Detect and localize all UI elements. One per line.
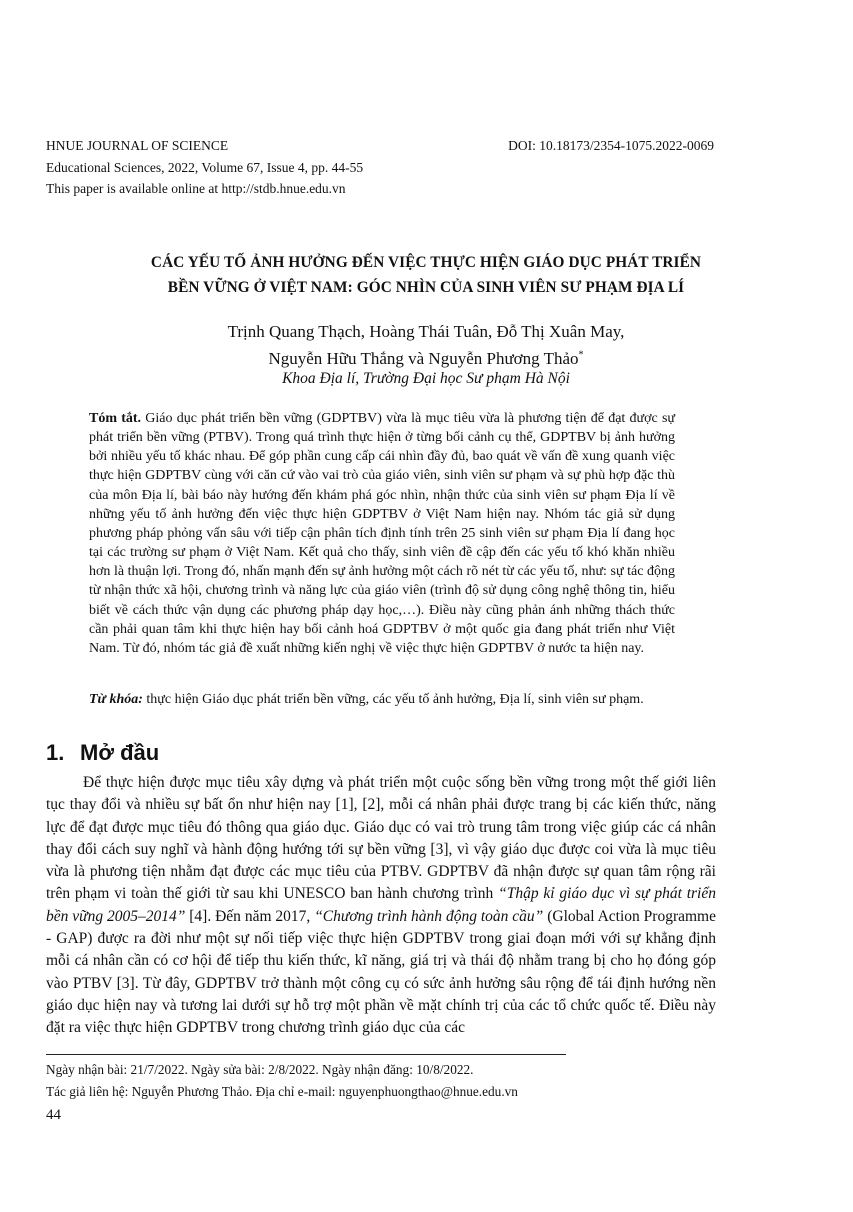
- title-line-1: CÁC YẾU TỐ ẢNH HƯỞNG ĐẾN VIỆC THỰC HIỆN GIÁO DỤC PHÁT TRIỂN: [150, 254, 702, 271]
- journal-name: HNUE JOURNAL OF SCIENCE: [46, 138, 229, 153]
- title-line-2: BỀN VỮNG Ở VIỆT NAM: GÓC NHÌN CỦA SINH VIÊN SƯ PHẠM ĐỊA LÍ: [167, 279, 685, 296]
- page-number: 44: [46, 1107, 61, 1123]
- paragraph: [46, 772, 716, 1040]
- program-title-1: “Thập kỉ giáo dục vì sự phát triển bền vững 2005–2014”: [46, 885, 716, 925]
- abstract-text: Giáo dục phát triển bền vững (GDPTBV) vừa là mục tiêu vừa là phương tiện để đạt được sự phát triển bền vững (PTBV). Trong quá trình thực hiện ở từng bối cảnh cụ thể, GDPTBV bị ảnh hưởng bởi nhiều yếu tố khác nhau. Để góp phần cung cấp cái nhìn đầy đủ, bao quát về vấn đề xung quanh việc thực hiện GDPTBV cùng với căn cứ vào vai trò của giáo viên, sinh viên sư phạm và sự phù hợp đặc thù của môn Địa lí, bài báo này hướng đến khám phá góc nhìn, nhận thức của sinh viên sư phạm Địa lí về những yếu tố ảnh hưởng đến việc thực hiện GDPTBV ở Việt Nam hiện nay. Nhóm tác giả sử dụng phương pháp phỏng vấn sâu với tiếp cận phân tích định tính trên 25 sinh viên sư phạm Địa lí đang học tại các trường sư phạm ở Việt Nam. Kết quả cho thấy, sinh viên đề cập đến các yếu tố khó khăn nhiều hơn là thuận lợi. Trong đó, nhấn mạnh đến sự ảnh hưởng một cách rõ nét từ các yếu tố, như: sự tác động từ nhận thức xã hội, chương trình và năng lực của giáo viên (trình độ sử dụng công nghệ thông tin, hiểu biết về cách thức vận dụng các phương pháp dạy học,…). Điều này cũng phản ánh những thách thức cần phải quan tâm khi thực hiện hay bối cảnh hoá GDPTBV ở một quốc gia đang phát triển như Việt Nam. Từ đó, nhóm tác giả đề xuất những kiến nghị về việc thực hiện GDPTBV ở nước ta hiện nay.: [89, 411, 675, 656]
- section-heading: [46, 740, 159, 766]
- footnote-contact: Tác giả liên hệ: Nguyễn Phương Thảo. Địa chỉ e-mail: nguyenphuongthao@hnue.edu.vn: [46, 1084, 518, 1099]
- footnote-dates: Ngày nhận bài: 21/7/2022. Ngày sửa bài: 2/8/2022. Ngày nhận đăng: 10/8/2022.: [46, 1062, 474, 1077]
- authors-line-1: Trịnh Quang Thạch, Hoàng Thái Tuân, Đỗ Thị Xuân May,: [227, 322, 625, 341]
- keywords: [89, 690, 675, 710]
- affiliation: Khoa Địa lí, Trường Đại học Sư phạm Hà Nội: [282, 370, 570, 387]
- abstract: [89, 409, 675, 658]
- authors-line-2: [46, 345, 806, 372]
- author-list: [46, 318, 806, 372]
- paragraph-text-2: [4]. Đến năm 2017,: [185, 907, 315, 925]
- volume-info: Educational Sciences, 2022, Volume 67, Issue 4, pp. 44-55: [46, 160, 364, 175]
- authors-line-2-text: Nguyễn Hữu Thắng và Nguyễn Phương Thảo: [268, 349, 579, 368]
- keywords-text: thực hiện Giáo dục phát triển bền vững, các yếu tố ảnh hưởng, Địa lí, sinh viên sư phạm.: [142, 692, 644, 707]
- abstract-label: Tóm tắt.: [89, 411, 142, 426]
- paragraph-text-3: (Global Action Programme - GAP) được ra đời như một sự nối tiếp việc thực hiện GDPTBV trong giai đoạn mới với sự khẳng định mỗi cá nhân cần có cơ hội để tiếp thu kiến thức, kĩ năng, giá trị và thái độ nhằm trang bị cho họ đóng góp vào PTBV [3]. Từ đây, GDPTBV trở thành một công cụ có sức ảnh hưởng sâu rộng để tái định hướng nền giáo dục hiện nay và tương lai dưới sự hỗ trợ một phần về mặt chính trị của các tổ chức quốc tế. Điều này đặt ra việc thực hiện GDPTBV trong chương trình giáo dục của các: [46, 907, 716, 1037]
- paper-title: [46, 250, 806, 300]
- paragraph-text-1: Để thực hiện được mục tiêu xây dựng và phát triển một cuộc sống bền vững trong một thế giới liên tục thay đổi và nhiều sự bất ổn như hiện nay [1], [2], mỗi cá nhân phải được trang bị các kiến thức, năng lực để đạt được mục tiêu đó thông qua giáo dục. Giáo dục có vai trò trung tâm trong việc giúp các cá nhân thay đổi cách suy nghĩ và hành động hướng tới sự bền vững [3], vì vậy giáo dục được coi vừa là mục tiêu vừa là phương tiện nhằm đạt được các mục tiêu của PTBV. GDPTBV đã nhận được sự quan tâm rộng rãi trên phạm vi toàn thế giới từ sau khi UNESCO ban hành chương trình: [46, 774, 716, 903]
- body-text: [46, 772, 716, 1040]
- doi: DOI: 10.18173/2354-1075.2022-0069: [508, 138, 714, 153]
- footnote-divider: [46, 1054, 566, 1055]
- program-title-2: “Chương trình hành động toàn cầu”: [314, 907, 544, 925]
- keywords-label: Từ khóa:: [89, 692, 143, 707]
- section-title: Mở đầu: [80, 740, 160, 765]
- corresponding-author-mark: *: [578, 349, 584, 361]
- online-info: This paper is available online at http://stdb.hnue.edu.vn: [46, 181, 346, 196]
- section-number: 1.: [46, 740, 65, 765]
